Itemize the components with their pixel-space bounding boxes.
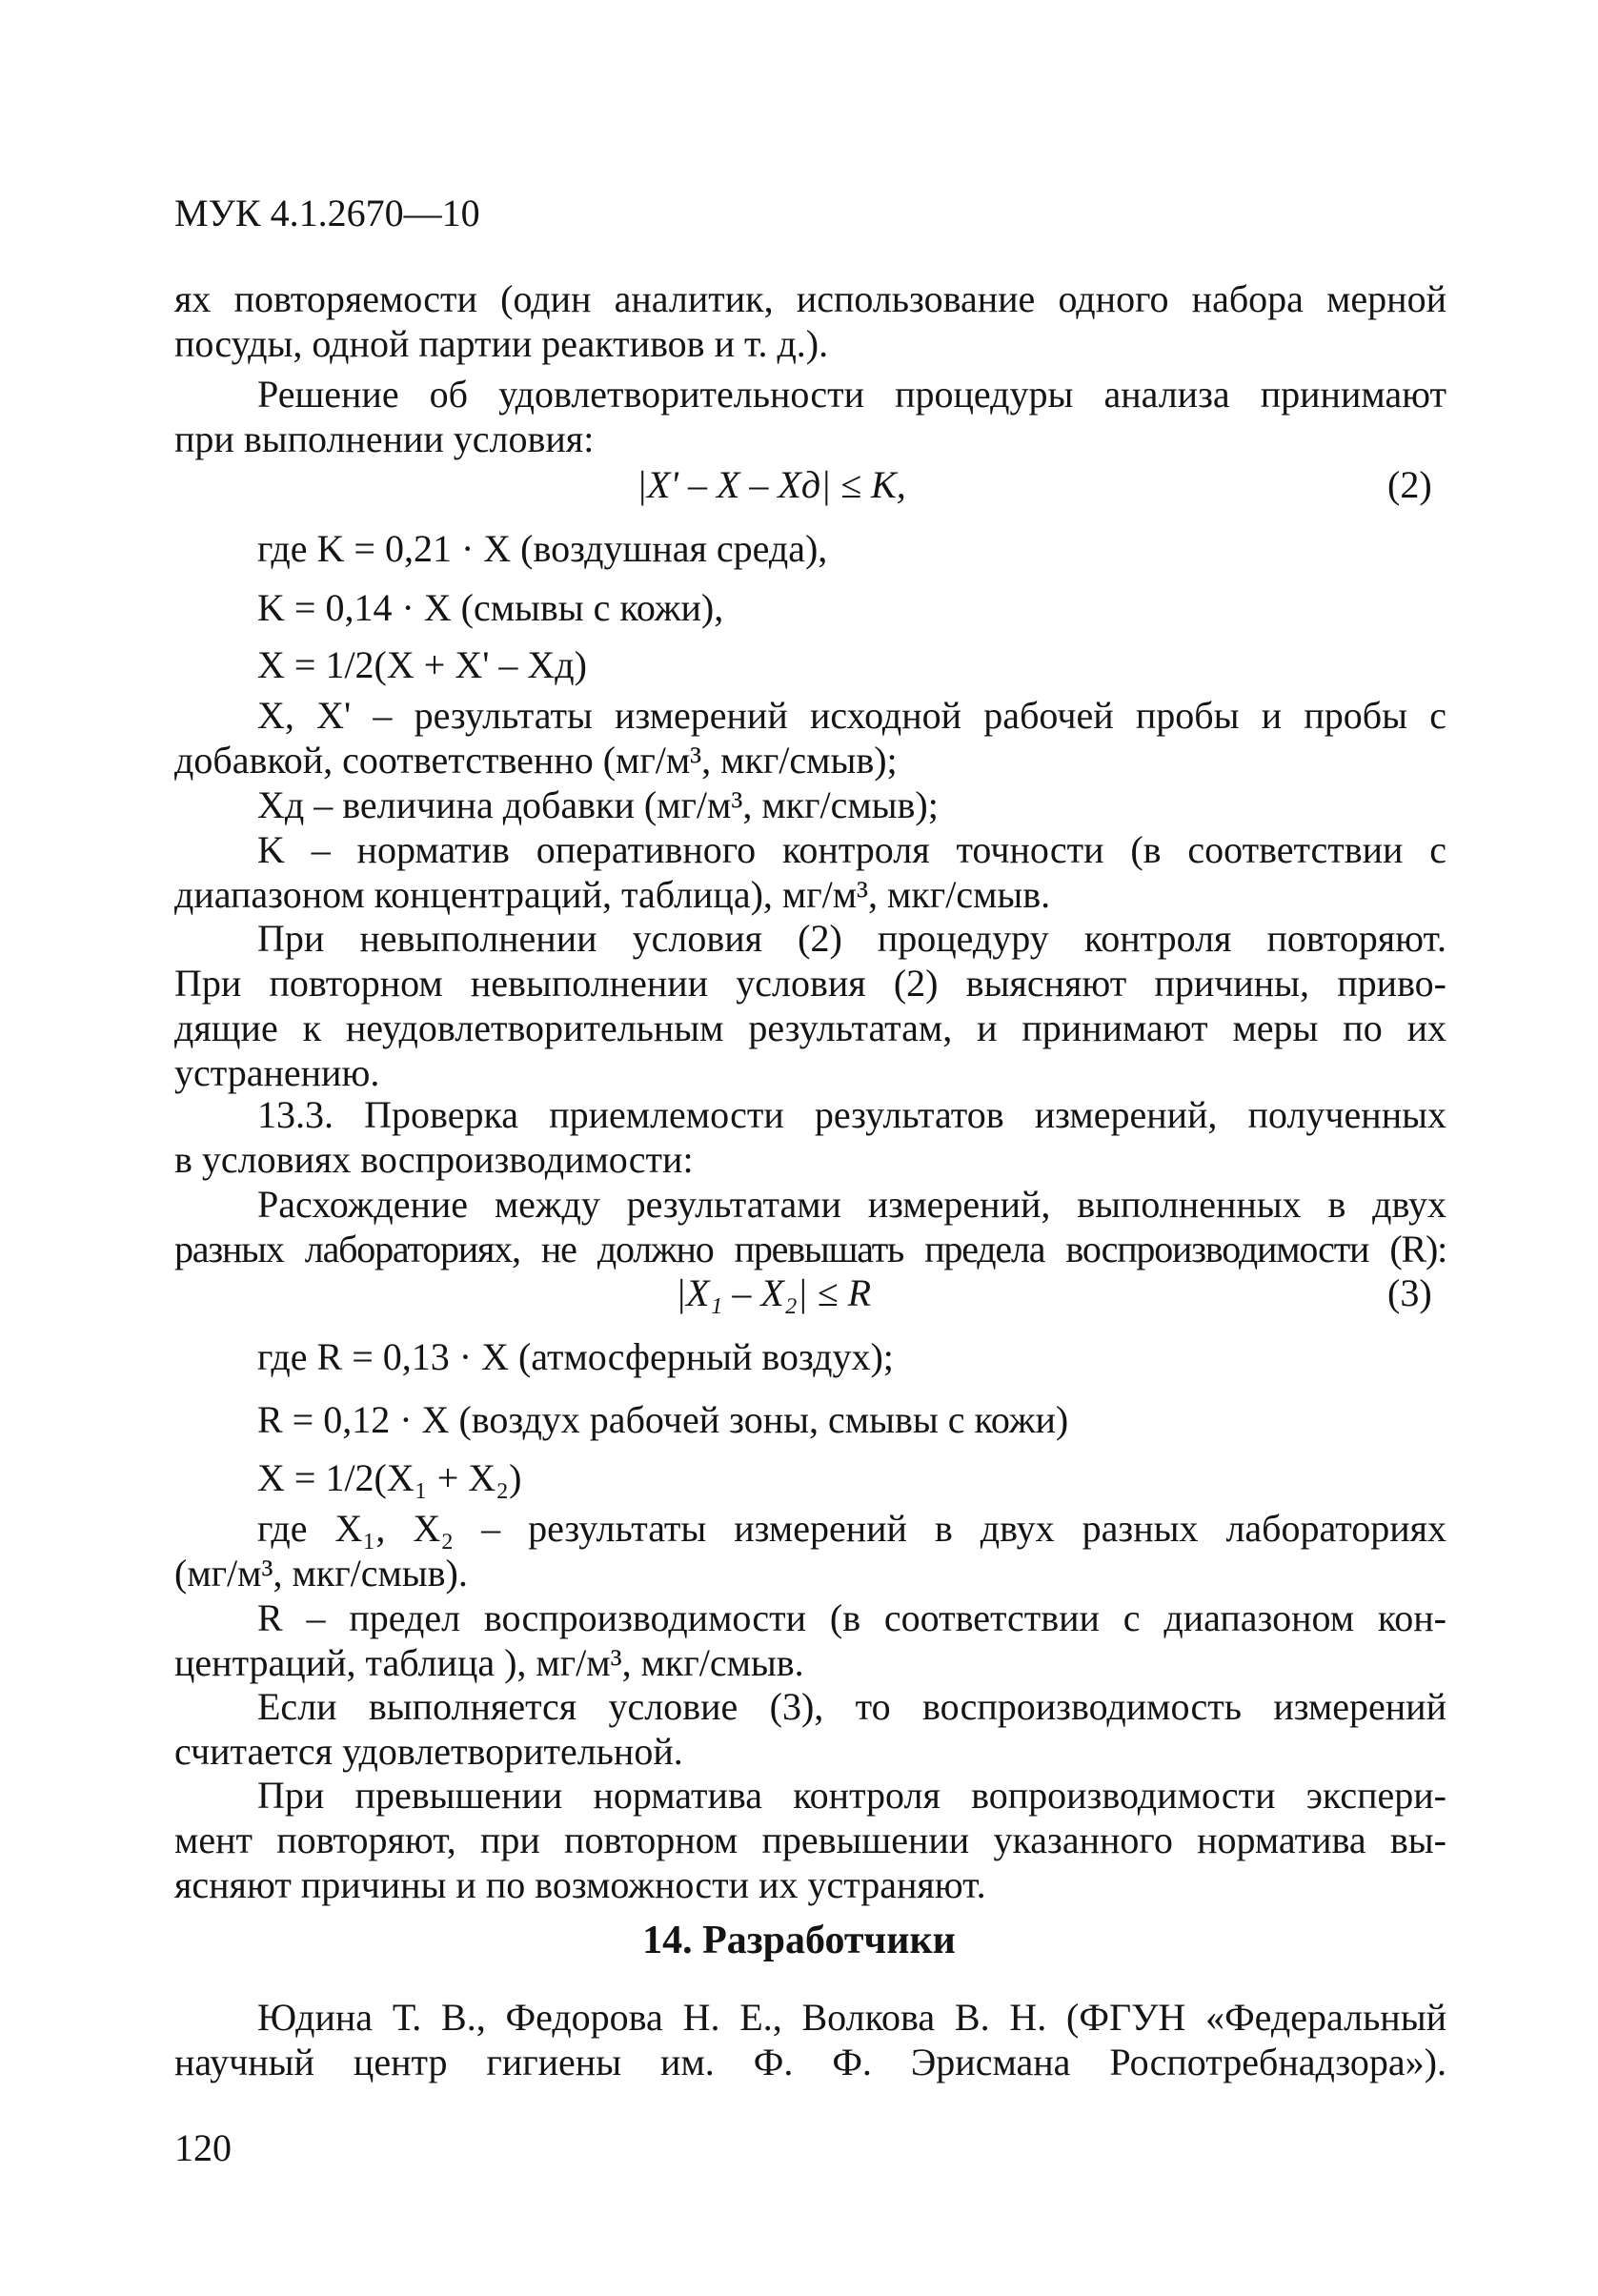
paragraph-repeat-control: [174, 916, 1446, 1095]
text-line: При невыполнении условия (2) процедуру контроля повторяют.: [257, 917, 1446, 960]
text-line: считается удовлетворительной.: [174, 1730, 683, 1773]
text-line: При повторном невыполнении условия (2) выясняют причины, приво-: [174, 962, 1446, 1005]
text-line: при выполнении условия:: [174, 417, 595, 460]
page-number: 120: [174, 2126, 232, 2169]
text-line: Если выполняется условие (3), то воспроизводимость измерений: [257, 1685, 1446, 1728]
text-line: научный центр гигиены им. Ф. Ф. Эрисмана Роспотребнадзора»).: [174, 2041, 1446, 2083]
text-line: ясняют причины и по возможности их устраняют.: [174, 1863, 986, 1906]
paragraph-repeatability: [174, 276, 1446, 366]
equation-2-number: (2): [1387, 463, 1432, 506]
equation-2-formula: |X' – X – Xд| ≤ K,: [637, 463, 906, 506]
text-line: посуды, одной партии реактивов и т. д.).: [174, 322, 829, 365]
text-line: Расхождение между результатами измерений, выполненных в двух: [257, 1183, 1446, 1226]
text-line: в условиях воспроизводимости:: [174, 1138, 694, 1181]
text-line: разных лабораториях, не должно превышать предела воспроизводимости (R):: [174, 1228, 1446, 1270]
equation-3-r-atmospheric: где R = 0,13 · X (атмосферный воздух);: [257, 1335, 894, 1378]
text-line: 13.3. Проверка приемлемости результатов измерений, полученных: [257, 1093, 1446, 1136]
text-line: Xд – величина добавки (мг/м³, мкг/смыв);: [257, 783, 939, 826]
definitions-equation-2: [174, 693, 1446, 917]
definitions-equation-3: [174, 1506, 1446, 1685]
paragraph-condition-3: [174, 1684, 1446, 1774]
equation-2-mean: X = 1/2(X + X' – Xд): [257, 643, 587, 686]
paragraph-decision: [174, 372, 1446, 461]
text-line: диапазоном концентраций, таблица), мг/м³, мкг/смыв.: [174, 873, 1051, 916]
text-line: добавкой, соответственно (мг/м³, мкг/смыв);: [174, 739, 898, 782]
section-13-3: [174, 1092, 1446, 1182]
paragraph-exceeding-norm: [174, 1773, 1446, 1907]
equation-3-formula: |X₁ – X₂| ≤ R: [676, 1271, 872, 1314]
text-line: Решение об удовлетворительности процедуры анализа принимают: [257, 373, 1446, 416]
text-line: мент повторяют, при повторном превышении указанного норматива вы-: [174, 1819, 1446, 1861]
text-line: R – предел воспроизводимости (в соответствии с диапазоном кон-: [257, 1596, 1446, 1639]
equation-2-k-air: где K = 0,21 · X (воздушная среда),: [257, 527, 828, 570]
equation-3-mean: X = 1/2(X₁ + X₂): [257, 1456, 522, 1499]
text-line: X, X' – результаты измерений исходной рабочей пробы и пробы с: [257, 694, 1446, 737]
text-line: где X₁, X₂ – результаты измерений в двух разных лабораториях: [257, 1507, 1446, 1550]
section-14-heading: 14. Разработчики: [642, 1919, 956, 1962]
text-line: При превышении норматива контроля вопроизводимости экспери-: [257, 1774, 1446, 1817]
equation-3-number: (3): [1387, 1271, 1432, 1314]
text-line: Юдина Т. В., Федорова Н. Е., Волкова В. Н. (ФГУН «Федеральный: [257, 1996, 1446, 2039]
text-line: центраций, таблица ), мг/м³, мкг/смыв.: [174, 1641, 804, 1684]
text-line: K – норматив оперативного контроля точности (в соответствии с: [257, 828, 1446, 871]
text-line: устранению.: [174, 1051, 380, 1094]
paragraph-discrepancy: [174, 1182, 1446, 1271]
equation-3-r-workzone: R = 0,12 · X (воздух рабочей зоны, смывы с кожи): [257, 1398, 1069, 1441]
developers-list: [174, 1995, 1446, 2084]
equation-3: [676, 1270, 871, 1315]
document-code-header: МУК 4.1.2670—10: [174, 192, 480, 234]
equation-2-k-skin: K = 0,14 · X (смывы с кожи),: [257, 586, 724, 629]
equation-2: [637, 462, 906, 507]
text-line: дящие к неудовлетворительным результатам, и принимают меры по их: [174, 1006, 1446, 1049]
text-line: ях повторяемости (один аналитик, использование одного набора мерной: [174, 277, 1446, 320]
text-line: (мг/м³, мкг/смыв).: [174, 1552, 468, 1595]
